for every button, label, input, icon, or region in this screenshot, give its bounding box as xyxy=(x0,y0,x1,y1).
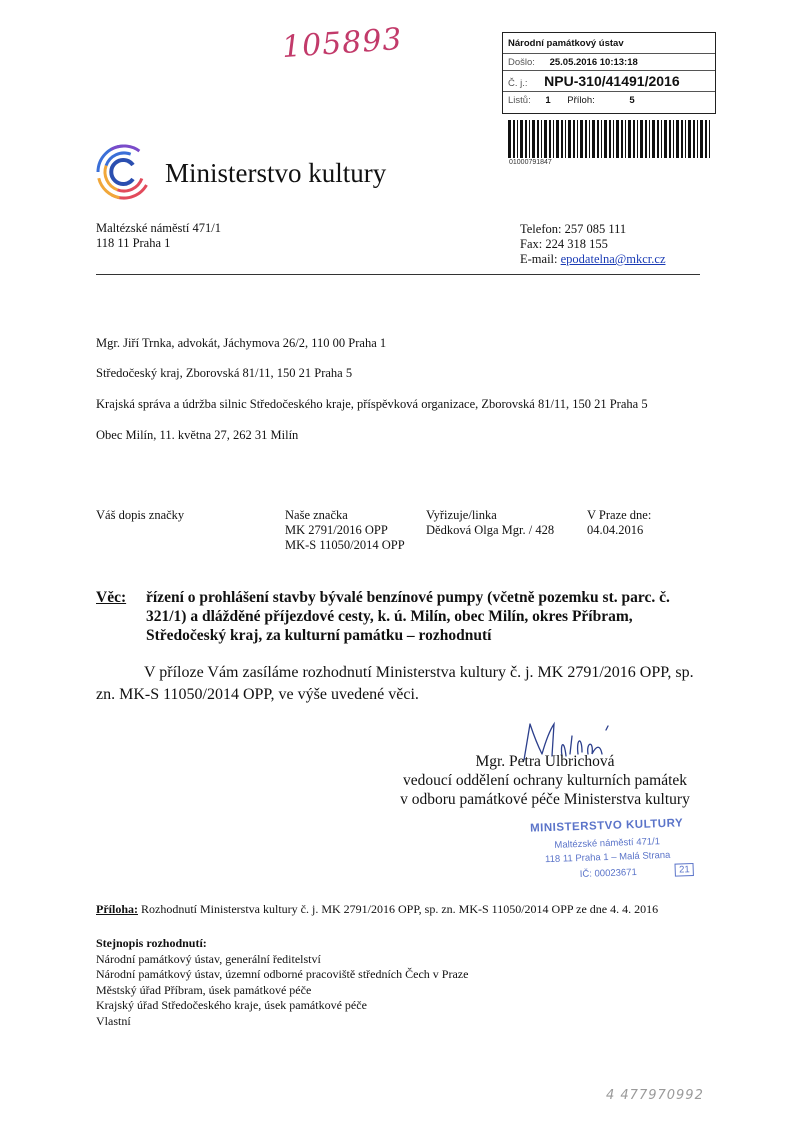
attachment-label: Příloha: xyxy=(96,902,138,916)
signer-title1: vedoucí oddělení ochrany kulturních památek xyxy=(402,772,688,789)
attachments-value: 5 xyxy=(629,95,635,106)
date-value: 04.04.2016 xyxy=(587,523,644,537)
our-ref-1: MK 2791/2016 OPP xyxy=(285,523,388,537)
attachments-label: Příloh: xyxy=(567,95,595,106)
recipient-4: Obec Milín, 11. května 27, 262 31 Milín xyxy=(96,428,299,442)
subject-line2: 321/1) a dlážděné příjezdové cesty, k. ú. Milín, obec Milín, okres Příbram, xyxy=(146,608,633,625)
sender-address-line2: 118 11 Praha 1 xyxy=(96,236,171,250)
handler-value: Dědková Olga Mgr. / 428 xyxy=(426,523,555,537)
ministry-name: Ministerstvo kultury xyxy=(165,158,387,188)
copies-item: Městský úřad Příbram, úsek památkové péče xyxy=(96,982,312,997)
ref-value: NPU-310/41491/2016 xyxy=(544,73,680,89)
signer-name: Mgr. Petra Ulbrichová xyxy=(475,753,615,770)
registry-stamp xyxy=(502,32,716,114)
copies-item: Krajský úřad Středočeského kraje, úsek památkové péče xyxy=(96,998,367,1012)
your-ref-label: Váš dopis značky xyxy=(96,508,185,522)
barcode xyxy=(508,120,714,158)
subject-label: Věc: xyxy=(96,589,127,606)
received-label: Došlo: xyxy=(508,57,535,68)
ref-label: Č. j.: xyxy=(508,78,528,89)
subject-line3: Středočeský kraj, za kulturní památku – rozhodnutí xyxy=(146,627,492,644)
office-stamp xyxy=(519,817,696,885)
header-divider xyxy=(96,274,700,275)
subject-line1: řízení o prohlášení stavby bývalé benzínové pumpy (včetně pozemku st. parc. č. xyxy=(146,589,670,606)
handwritten-number: 105893 xyxy=(280,21,404,66)
bottom-handwriting: 4 477970992 xyxy=(606,1088,704,1103)
sheets-label: Listů: xyxy=(508,95,531,106)
sender-address-line1: Maltézské náměstí 471/1 xyxy=(96,221,221,235)
signer-title2: v odboru památkové péče Ministerstva kultury xyxy=(400,791,690,808)
office-stamp-line1: Maltézské náměstí 471/1 xyxy=(554,836,661,851)
sender-fax: Fax: 224 318 155 xyxy=(520,237,608,251)
attachment-line xyxy=(96,902,658,917)
email-label: E-mail: xyxy=(520,252,558,266)
sheets-value: 1 xyxy=(545,95,551,106)
copies-item: Národní památkový ústav, územní odborné pracoviště středních Čech v Praze xyxy=(96,967,469,981)
office-stamp-heading: MINISTERSTVO KULTURY xyxy=(529,817,684,835)
copies-item: Vlastní xyxy=(96,1013,131,1028)
ministry-logo xyxy=(94,142,154,202)
email-link[interactable]: epodatelna@mkcr.cz xyxy=(560,252,666,266)
attachment-text: Rozhodnutí Ministerstva kultury č. j. MK 2791/2016 OPP, sp. zn. MK-S 11050/2014 OPP ze dne 4. 4. 2016 xyxy=(141,902,659,916)
body-line2: zn. MK-S 11050/2014 OPP, ve výše uvedené věci. xyxy=(96,686,419,703)
copies-block xyxy=(96,936,468,1029)
recipient-2: Středočeský kraj, Zborovská 81/11, 150 21 Praha 5 xyxy=(96,366,353,380)
copies-heading: Stejnopis rozhodnutí: xyxy=(96,936,207,950)
recipient-1: Mgr. Jiří Trnka, advokát, Jáchymova 26/2, 110 00 Praha 1 xyxy=(96,336,387,350)
our-ref-2: MK-S 11050/2014 OPP xyxy=(285,538,405,552)
stamp-org: Národní památkový ústav xyxy=(508,38,624,49)
body-paragraph xyxy=(96,662,702,706)
barcode-number: 01000791847 xyxy=(509,159,552,166)
office-stamp-line3: IČ: 00023671 xyxy=(579,866,637,880)
handler-label: Vyřizuje/linka xyxy=(426,508,497,522)
our-ref-label: Naše značka xyxy=(285,508,348,522)
recipient-3: Krajská správa a údržba silnic Středočeského kraje, příspěvková organizace, Zborovská 81/11, 150 21 Praha 5 xyxy=(96,397,648,411)
office-stamp-line2: 118 11 Praha 1 – Malá Strana xyxy=(544,849,671,866)
received-value: 25.05.2016 10:13:18 xyxy=(549,57,638,68)
office-stamp-number: 21 xyxy=(675,863,694,877)
date-label: V Praze dne: xyxy=(587,508,652,522)
body-line1: V příloze Vám zasíláme rozhodnutí Ministerstva kultury č. j. MK 2791/2016 OPP, sp. xyxy=(144,664,694,681)
copies-item: Národní památkový ústav, generální ředitelství xyxy=(96,951,321,966)
sender-phone: Telefon: 257 085 111 xyxy=(520,222,627,236)
